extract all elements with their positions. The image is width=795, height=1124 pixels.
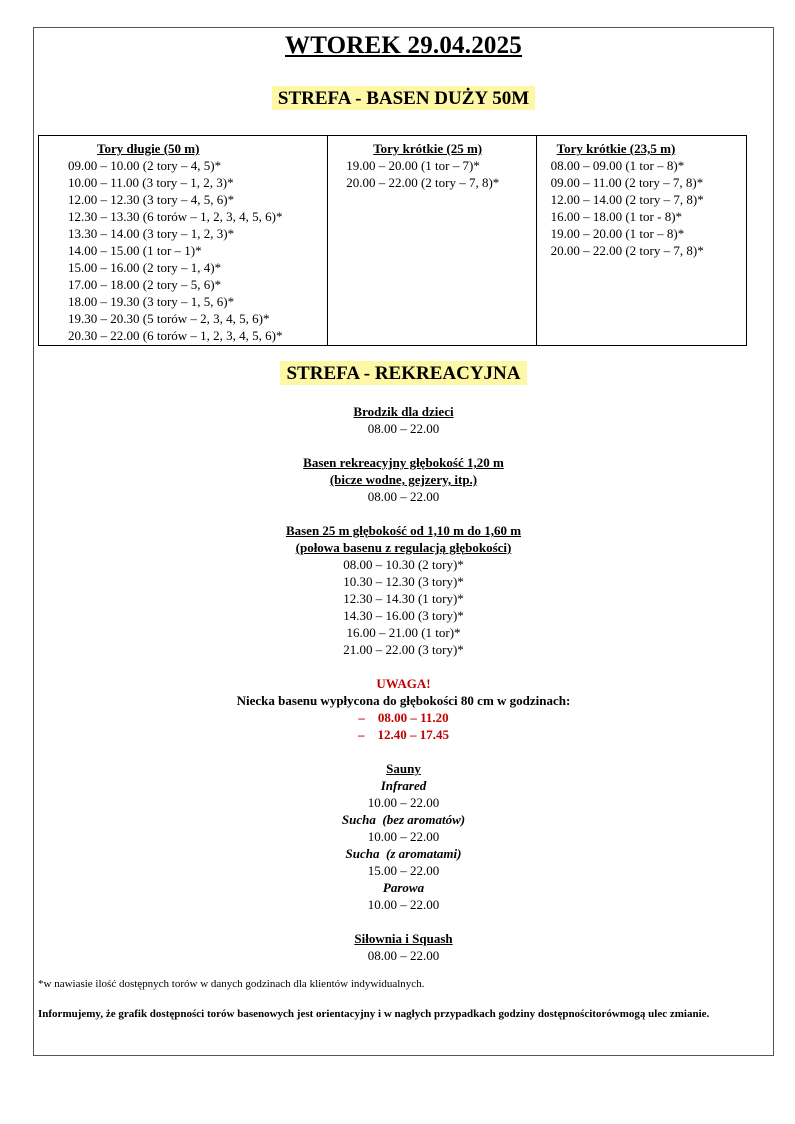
lane-row: 14.00 – 15.00 (1 tor – 1)* <box>68 243 202 258</box>
lane-row: 18.00 – 19.30 (3 tory – 1, 5, 6)* <box>68 294 235 309</box>
uwaga-label: UWAGA! <box>376 676 431 691</box>
recreation-section <box>34 403 773 964</box>
lanes-column-short-25 <box>327 136 535 345</box>
lane-row: 19.00 – 20.00 (1 tor – 8)* <box>550 226 685 241</box>
info-note: Informujemy, że grafik dostępności torów basenowych jest orientacyjny i w nagłych przypadkach godziny dostępnościtorówmogą ulec zmianie. <box>38 1008 710 1020</box>
lane-row: 13.30 – 14.00 (3 tory – 1, 2, 3)* <box>68 226 235 241</box>
column-header: Tory długie (50 m) <box>97 141 200 156</box>
basen25-row: 14.30 – 16.00 (3 tory)* <box>343 608 464 623</box>
sauna-hours: 15.00 – 22.00 <box>367 863 440 878</box>
sauny-title: Sauny <box>386 761 421 776</box>
lane-row: 12.00 – 12.30 (3 tory – 4, 5, 6)* <box>68 192 235 207</box>
zone-large-title: STREFA - BASEN DUŻY 50M <box>272 86 535 110</box>
basen25-row: 21.00 – 22.00 (3 tory)* <box>343 642 464 657</box>
lane-row: 16.00 – 18.00 (1 tor - 8)* <box>550 209 683 224</box>
rekreacyjny-title: Basen rekreacyjny głębokość 1,20 m <box>303 455 504 470</box>
lane-row: 10.00 – 11.00 (3 tory – 1, 2, 3)* <box>68 175 234 190</box>
lanes-table <box>38 135 747 346</box>
uwaga-time: – 12.40 – 17.45 <box>358 727 449 742</box>
schedule-frame <box>33 27 774 1056</box>
column-header: Tory krótkie (23,5 m) <box>556 141 676 156</box>
lane-row: 15.00 – 16.00 (2 tory – 1, 4)* <box>68 260 222 275</box>
sauna-hours: 10.00 – 22.00 <box>367 897 440 912</box>
sauna-hours: 10.00 – 22.00 <box>367 795 440 810</box>
lane-row: 19.00 – 20.00 (1 tor – 7)* <box>346 158 480 173</box>
rekreacyjny-hours: 08.00 – 22.00 <box>367 489 440 504</box>
lane-row: 20.30 – 22.00 (6 torów – 1, 2, 3, 4, 5, 6)* <box>68 328 283 343</box>
lanes-column-short-23-5 <box>536 136 746 345</box>
column-header: Tory krótkie (25 m) <box>373 141 483 156</box>
basen25-row: 16.00 – 21.00 (1 tor)* <box>346 625 461 640</box>
sauna-name: Sucha (bez aromatów) <box>341 812 466 827</box>
basen25-subtitle: (połowa basenu z regulacją głębokości) <box>295 540 512 555</box>
lane-row: 17.00 – 18.00 (2 tory – 5, 6)* <box>68 277 222 292</box>
sauna-name: Sucha (z aromatami) <box>345 846 462 861</box>
lane-row: 12.00 – 14.00 (2 tory – 7, 8)* <box>550 192 704 207</box>
lane-row: 09.00 – 11.00 (2 tory – 7, 8)* <box>550 175 704 190</box>
basen25-row: 12.30 – 14.30 (1 tory)* <box>343 591 464 606</box>
basen25-title: Basen 25 m głębokość od 1,10 m do 1,60 m <box>285 523 522 538</box>
lane-row: 08.00 – 09.00 (1 tor – 8)* <box>550 158 685 173</box>
sauna-hours: 10.00 – 22.00 <box>367 829 440 844</box>
lane-row: 20.00 – 22.00 (2 tory – 7, 8)* <box>550 243 704 258</box>
brodzik-title: Brodzik dla dzieci <box>353 404 454 419</box>
rekreacyjny-subtitle: (bicze wodne, gejzery, itp.) <box>329 472 478 487</box>
lane-row: 09.00 – 10.00 (2 tory – 4, 5)* <box>68 158 222 173</box>
basen25-row: 10.30 – 12.30 (3 tory)* <box>343 574 464 589</box>
lane-row: 20.00 – 22.00 (2 tory – 7, 8)* <box>346 175 500 190</box>
uwaga-text: Niecka basenu wypłycona do głębokości 80 cm w godzinach: <box>236 693 571 708</box>
zone-rec-title: STREFA - REKREACYJNA <box>280 361 526 385</box>
page-title: WTOREK 29.04.2025 <box>285 32 522 59</box>
zone-rec-heading <box>34 363 773 385</box>
basen25-row: 08.00 – 10.30 (2 tory)* <box>343 557 464 572</box>
uwaga-time: – 08.00 – 11.20 <box>358 710 449 725</box>
brodzik-hours: 08.00 – 22.00 <box>367 421 440 436</box>
lane-row: 12.30 – 13.30 (6 torów – 1, 2, 3, 4, 5, 6)* <box>68 209 283 224</box>
lanes-column-long <box>39 136 327 345</box>
footnote: *w nawiasie ilość dostępnych torów w danych godzinach dla klientów indywidualnych. <box>38 978 425 990</box>
sauna-name: Infrared <box>380 778 427 793</box>
silownia-hours: 08.00 – 22.00 <box>367 948 440 963</box>
zone-large-heading <box>34 88 773 110</box>
silownia-title: Siłownia i Squash <box>354 931 453 946</box>
lane-row: 19.30 – 20.30 (5 torów – 2, 3, 4, 5, 6)* <box>68 311 270 326</box>
sauna-name: Parowa <box>382 880 425 895</box>
